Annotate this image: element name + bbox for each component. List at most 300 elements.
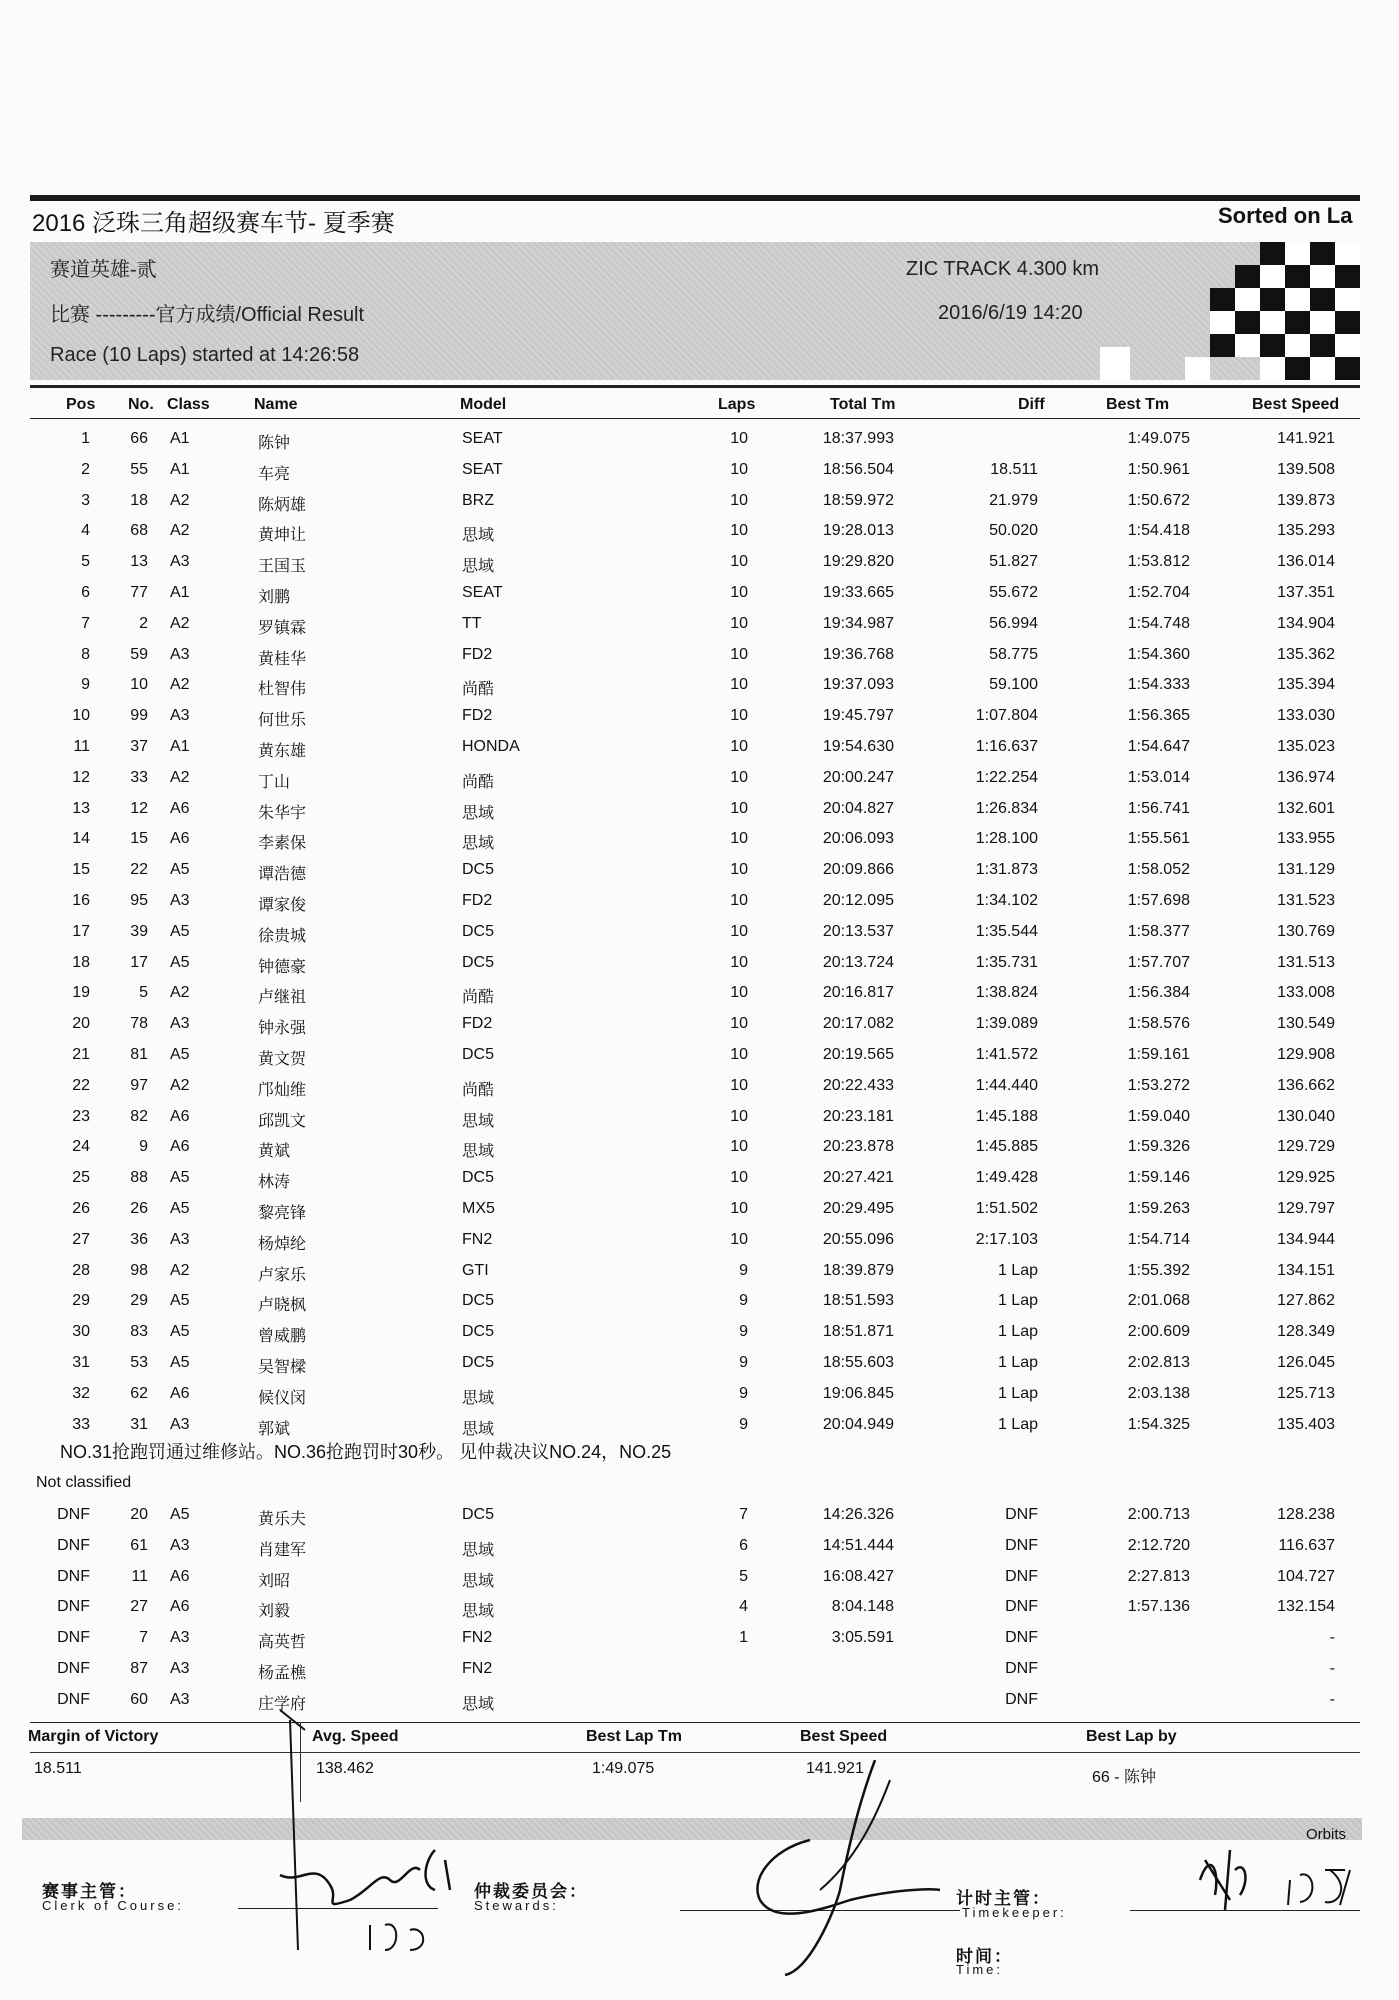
best-speed: 133.955 (1277, 830, 1335, 848)
timekeeper-signature-icon (1190, 1840, 1370, 1920)
pos: 2 (81, 460, 90, 478)
best-speed: 135.023 (1277, 738, 1335, 755)
best-time: 2:00.609 (1127, 1323, 1190, 1341)
best-time: 1:54.714 (1127, 1230, 1190, 1248)
pos: 14 (72, 830, 90, 848)
class: A3 (170, 1536, 190, 1554)
class: A3 (170, 1015, 190, 1033)
class: A3 (170, 1660, 190, 1677)
class: A2 (170, 984, 190, 1002)
class: A6 (170, 1567, 190, 1585)
best-speed: 129.797 (1277, 1200, 1335, 1217)
best-time: 1:57.707 (1127, 953, 1190, 971)
best-time: 2:00.713 (1127, 1506, 1190, 1523)
laps: 10 (730, 522, 748, 540)
driver-name: 刘鹏 (258, 589, 291, 606)
laps: 9 (739, 1354, 748, 1371)
not-classified-label: Not classified (36, 1474, 132, 1491)
summary-rule (30, 1752, 1360, 1753)
class: A6 (170, 830, 190, 848)
driver-name: 黎亮锋 (258, 1205, 307, 1222)
laps: 9 (739, 1415, 748, 1433)
diff: 50.020 (989, 522, 1038, 540)
model: SEAT (462, 584, 503, 601)
best-time: 1:49.075 (1127, 430, 1190, 447)
car-no: 33 (130, 768, 148, 786)
best-time: 1:56.384 (1127, 984, 1190, 1002)
best-time: 1:55.392 (1127, 1261, 1190, 1279)
driver-name: 卢家乐 (258, 1266, 307, 1284)
laps: 10 (730, 1046, 748, 1063)
driver-name: 卢继祖 (258, 989, 307, 1007)
car-no: 97 (130, 1076, 148, 1094)
total-time: 19:28.013 (822, 522, 894, 540)
diff: 1:39.089 (975, 1015, 1038, 1033)
pos: 33 (72, 1415, 90, 1433)
diff: 1:31.873 (975, 861, 1038, 879)
car-no: 53 (130, 1354, 148, 1371)
laps: 10 (730, 645, 748, 663)
laps: 5 (739, 1567, 748, 1585)
best-speed: 127.862 (1277, 1292, 1335, 1310)
diff: 1:45.188 (975, 1107, 1038, 1125)
best-speed: 134.904 (1277, 614, 1335, 632)
total-time: 18:39.879 (822, 1261, 894, 1279)
model: DC5 (462, 1506, 495, 1523)
car-no: 11 (131, 1567, 148, 1585)
best-time: 1:59.263 (1127, 1200, 1190, 1217)
model: 思域 (462, 1695, 495, 1713)
clerk-label-cn: 赛事主管： (42, 1882, 137, 1901)
time-label-en: Time: (956, 1962, 1004, 1977)
avg-speed-label: Avg. Speed (312, 1728, 399, 1745)
diff: 1 Lap (997, 1415, 1038, 1433)
class: A1 (170, 460, 190, 478)
total-time: 19:34.987 (822, 614, 894, 632)
laps: 10 (730, 830, 748, 848)
best-speed: 133.008 (1277, 984, 1335, 1002)
model: 尚酷 (462, 773, 495, 791)
driver-name: 杜智伟 (258, 681, 307, 699)
diff: 1:41.572 (975, 1046, 1038, 1063)
total-time: 20:55.096 (822, 1230, 894, 1248)
model: FD2 (462, 892, 493, 909)
best-speed-label: Best Speed (800, 1728, 888, 1745)
class: A1 (170, 430, 190, 447)
car-no: 22 (130, 861, 148, 879)
total-time: 18:51.593 (822, 1292, 894, 1310)
laps: 10 (730, 1076, 748, 1094)
best-speed: 129.925 (1277, 1169, 1335, 1187)
model: 思域 (462, 1541, 495, 1559)
best-lap-by-value: 66 - 陈钟 (1092, 1769, 1157, 1786)
total-time: 20:13.537 (822, 922, 894, 940)
laps: 10 (730, 707, 748, 725)
best-speed: - (1329, 1690, 1335, 1708)
model: HONDA (462, 738, 520, 755)
diff: 1:28.100 (975, 830, 1038, 848)
pos: 23 (72, 1107, 90, 1125)
laps: 10 (730, 1015, 748, 1033)
best-time: 1:54.325 (1127, 1415, 1190, 1433)
total-time: 18:51.871 (822, 1323, 894, 1341)
pos: 3 (81, 491, 90, 509)
clerk-label-en: Clerk of Course: (42, 1898, 184, 1913)
class: A2 (170, 522, 190, 540)
model: 思域 (462, 558, 495, 576)
best-speed: 104.727 (1277, 1567, 1335, 1585)
laps: 10 (730, 953, 748, 971)
best-speed: 131.523 (1277, 892, 1335, 909)
car-no: 7 (139, 1629, 148, 1647)
model: DC5 (462, 1323, 495, 1341)
pos: 27 (72, 1230, 90, 1248)
best-time: 2:03.138 (1127, 1384, 1190, 1402)
diff: 1:38.824 (975, 984, 1038, 1002)
col-pos: Pos (66, 396, 96, 413)
laps: 10 (730, 738, 748, 755)
laps: 10 (730, 1138, 748, 1156)
best-speed: 130.040 (1277, 1107, 1335, 1125)
car-no: 77 (130, 584, 148, 601)
laps: 10 (730, 1107, 748, 1125)
best-time: 2:27.813 (1127, 1567, 1190, 1585)
class: A3 (170, 1415, 190, 1433)
pos: DNF (57, 1506, 90, 1523)
best-speed: 132.601 (1277, 799, 1335, 817)
class: A5 (170, 1506, 190, 1523)
car-no: 60 (130, 1690, 148, 1708)
best-speed: 135.362 (1277, 645, 1335, 663)
laps: 10 (730, 1230, 748, 1248)
total-time: 19:36.768 (822, 645, 894, 663)
driver-name: 黄坤让 (258, 527, 307, 545)
class: A3 (170, 1629, 190, 1647)
best-speed: - (1329, 1629, 1335, 1647)
session-subtitle: 赛道英雄-贰 (50, 259, 157, 281)
pos: DNF (57, 1536, 90, 1554)
total-time: 3:05.591 (831, 1629, 894, 1647)
driver-name: 高英哲 (258, 1634, 307, 1652)
class: A2 (170, 491, 190, 509)
event-title: 2016 泛珠三角超级赛车节- 夏季赛 (32, 210, 395, 237)
col-class: Class (167, 396, 210, 413)
pos: DNF (57, 1660, 90, 1677)
model: DC5 (462, 953, 495, 971)
diff: 1:35.544 (975, 922, 1038, 940)
pos: 29 (72, 1292, 90, 1310)
margin-label: Margin of Victory (28, 1728, 159, 1745)
track-info: ZIC TRACK 4.300 km (906, 258, 1100, 280)
best-time: 1:52.704 (1127, 584, 1190, 601)
car-no: 88 (130, 1169, 148, 1187)
class: A5 (170, 1354, 190, 1371)
car-no: 17 (130, 953, 148, 971)
car-no: 37 (130, 738, 148, 755)
diff: DNF (1005, 1598, 1038, 1616)
total-time: 20:04.827 (822, 799, 894, 817)
laps: 9 (739, 1323, 748, 1341)
checkered-flag-icon (1100, 242, 1360, 380)
total-time: 18:59.972 (822, 491, 894, 509)
best-time: 1:53.272 (1127, 1076, 1190, 1094)
driver-name: 谭家俊 (258, 897, 307, 914)
class: A5 (170, 1169, 190, 1187)
pos: 15 (72, 861, 90, 879)
best-time: 2:01.068 (1127, 1292, 1190, 1310)
class: A5 (170, 1292, 190, 1310)
class: A6 (170, 1598, 190, 1616)
class: A3 (170, 1690, 190, 1708)
laps: 9 (739, 1292, 748, 1310)
best-speed: 136.974 (1277, 768, 1335, 786)
best-speed: 116.637 (1278, 1536, 1335, 1554)
driver-name: 郭斌 (258, 1420, 291, 1438)
best-lap-value: 1:49.075 (592, 1760, 655, 1777)
car-no: 81 (130, 1046, 148, 1063)
best-time: 1:53.014 (1127, 768, 1190, 786)
driver-name: 黄乐夫 (258, 1511, 307, 1528)
class: A6 (170, 799, 190, 817)
best-speed: 135.403 (1277, 1415, 1335, 1433)
model: FN2 (462, 1660, 493, 1677)
diff: DNF (1005, 1567, 1038, 1585)
class: A3 (170, 707, 190, 725)
best-speed: 128.349 (1277, 1323, 1335, 1341)
driver-name: 李素保 (258, 835, 307, 853)
model: DC5 (462, 1169, 495, 1187)
car-no: 20 (130, 1506, 148, 1523)
driver-name: 邝灿维 (258, 1081, 307, 1099)
driver-name: 候仪闵 (258, 1389, 307, 1407)
diff: 1:44.440 (975, 1076, 1038, 1094)
driver-name: 刘昭 (258, 1572, 291, 1590)
diff: 1 Lap (997, 1323, 1038, 1341)
best-speed: 134.151 (1277, 1261, 1335, 1279)
best-time: 1:57.698 (1127, 892, 1190, 909)
car-no: 62 (130, 1384, 148, 1402)
header-rule (30, 385, 1360, 388)
car-no: 55 (130, 460, 148, 478)
pos: 22 (72, 1076, 90, 1094)
car-no: 98 (130, 1261, 148, 1279)
best-time: 1:57.136 (1127, 1598, 1190, 1616)
best-speed: 131.513 (1277, 953, 1335, 971)
model: FD2 (462, 707, 493, 725)
model: FN2 (462, 1629, 493, 1647)
driver-name: 曾威鹏 (258, 1328, 307, 1346)
pos: 16 (72, 892, 90, 909)
best-speed: 126.045 (1277, 1354, 1335, 1371)
class: A5 (170, 1200, 190, 1217)
model: DC5 (462, 1292, 495, 1310)
pos: 9 (81, 676, 90, 694)
car-no: 61 (130, 1536, 148, 1554)
diff: 55.672 (989, 584, 1038, 601)
summary-top-rule (30, 1722, 1360, 1723)
total-time: 14:51.444 (822, 1536, 894, 1554)
laps: 10 (730, 768, 748, 786)
diff: 58.775 (989, 645, 1038, 663)
top-rule (30, 195, 1360, 201)
col-best: Best Tm (1106, 396, 1170, 413)
column-rule (30, 418, 1360, 419)
total-time: 20:29.495 (822, 1200, 894, 1217)
best-lap-label: Best Lap Tm (586, 1728, 683, 1745)
total-time: 20:17.082 (822, 1015, 894, 1033)
laps: 10 (730, 430, 748, 447)
class: A6 (170, 1107, 190, 1125)
driver-name: 黄斌 (258, 1143, 291, 1161)
best-speed-value: 141.921 (806, 1760, 864, 1777)
pos: 12 (72, 768, 90, 786)
total-time: 20:13.724 (822, 953, 894, 971)
diff: 1:35.731 (975, 953, 1038, 971)
best-time: 1:54.360 (1127, 645, 1190, 663)
pos: 4 (81, 522, 90, 540)
driver-name: 肖建军 (258, 1541, 307, 1559)
pos: DNF (57, 1629, 90, 1647)
car-no: 10 (130, 676, 148, 694)
best-time: 1:54.647 (1127, 738, 1190, 755)
class: A3 (170, 892, 190, 909)
car-no: 82 (130, 1107, 148, 1125)
class: A3 (170, 553, 190, 571)
diff: 1:26.834 (975, 799, 1038, 817)
total-time: 20:16.817 (822, 984, 894, 1002)
laps: 6 (739, 1536, 748, 1554)
diff: DNF (1005, 1629, 1038, 1647)
total-time: 19:45.797 (822, 707, 894, 725)
best-speed: 139.873 (1277, 491, 1335, 509)
pos: DNF (57, 1690, 90, 1708)
car-no: 83 (130, 1323, 148, 1341)
race-start: Race (10 Laps) started at 14:26:58 (50, 344, 360, 366)
best-speed: 141.921 (1277, 430, 1335, 447)
model: SEAT (462, 430, 503, 447)
car-no: 39 (130, 922, 148, 940)
driver-name: 黄桂华 (258, 650, 307, 668)
diff: DNF (1005, 1506, 1038, 1523)
best-time: 1:59.146 (1127, 1169, 1190, 1187)
best-time: 1:59.161 (1127, 1046, 1190, 1063)
diff: 1:16.637 (975, 738, 1038, 755)
diff: 1:22.254 (975, 768, 1038, 786)
total-time: 20:27.421 (822, 1169, 894, 1187)
class: A2 (170, 676, 190, 694)
pos: DNF (57, 1598, 90, 1616)
diff: 59.100 (989, 676, 1038, 694)
model: 尚酷 (462, 681, 495, 699)
avg-speed-value: 138.462 (316, 1760, 374, 1777)
class: A1 (170, 584, 190, 601)
best-time: 1:58.377 (1127, 922, 1190, 940)
diff: DNF (1005, 1690, 1038, 1708)
diff: 1:51.502 (975, 1200, 1038, 1217)
model: 思域 (462, 1143, 495, 1161)
pos: DNF (57, 1567, 90, 1585)
model: FD2 (462, 1015, 493, 1033)
pos: 26 (72, 1200, 90, 1217)
stewards-signature-icon (740, 1760, 940, 1980)
driver-name: 吴智樑 (258, 1359, 307, 1376)
pos: 28 (72, 1261, 90, 1279)
best-time: 1:54.418 (1127, 522, 1190, 540)
driver-name: 朱华宇 (258, 804, 307, 822)
race-datetime: 2016/6/19 14:20 (938, 302, 1083, 324)
driver-name: 何世乐 (258, 712, 307, 730)
best-speed: 134.944 (1277, 1230, 1335, 1248)
laps: 7 (739, 1506, 748, 1523)
driver-name: 刘毅 (258, 1603, 291, 1621)
laps: 4 (739, 1598, 748, 1616)
model: 思域 (462, 1389, 495, 1407)
pos: 19 (72, 984, 90, 1002)
best-speed: 139.508 (1277, 460, 1335, 478)
timekeeper-label-en: Timekeeper: (962, 1905, 1067, 1920)
diff: 18.511 (990, 460, 1038, 478)
total-time: 19:06.845 (822, 1384, 894, 1402)
driver-name: 杨焯纶 (258, 1235, 307, 1253)
model: 尚酷 (462, 989, 495, 1007)
driver-name: 谭浩德 (258, 866, 307, 884)
driver-name: 陈炳雄 (258, 496, 307, 514)
best-lap-by-label: Best Lap by (1086, 1728, 1177, 1745)
model: GTI (462, 1261, 489, 1279)
best-time: 1:55.561 (1127, 830, 1190, 848)
best-time: 1:53.812 (1127, 553, 1190, 571)
model: FN2 (462, 1230, 493, 1248)
col-total: Total Tm (830, 396, 896, 413)
driver-name: 林涛 (258, 1174, 291, 1192)
laps: 10 (730, 1200, 748, 1217)
best-time: 1:59.326 (1127, 1138, 1190, 1156)
best-time: 1:58.052 (1127, 861, 1190, 879)
best-time: 1:50.672 (1127, 491, 1190, 509)
class: A2 (170, 768, 190, 786)
pos: 30 (72, 1323, 90, 1341)
driver-name: 庄学府 (258, 1695, 307, 1713)
pos: 17 (72, 922, 90, 940)
laps: 10 (730, 984, 748, 1002)
best-time: 1:50.961 (1127, 460, 1190, 478)
time-label-cn: 时间： (956, 1947, 1013, 1966)
total-time: 20:23.181 (822, 1107, 894, 1125)
best-speed: 128.238 (1277, 1506, 1335, 1523)
car-no: 29 (130, 1292, 148, 1310)
col-speed: Best Speed (1252, 396, 1340, 413)
best-time: 1:56.741 (1127, 799, 1190, 817)
best-speed: 136.014 (1277, 553, 1335, 571)
class: A1 (170, 738, 190, 755)
diff: DNF (1005, 1536, 1038, 1554)
car-no: 59 (130, 645, 148, 663)
best-speed: 135.293 (1277, 522, 1335, 540)
pos: 13 (72, 799, 90, 817)
total-time: 18:55.603 (822, 1354, 894, 1371)
col-laps: Laps (718, 396, 756, 413)
total-time: 18:37.993 (822, 430, 894, 447)
total-time: 19:29.820 (822, 553, 894, 571)
class: A5 (170, 1046, 190, 1063)
class: A2 (170, 1076, 190, 1094)
footer-band (22, 1818, 1362, 1840)
diff: 56.994 (989, 614, 1038, 632)
best-time: 1:54.333 (1127, 676, 1190, 694)
model: DC5 (462, 1354, 495, 1371)
car-no: 15 (130, 830, 148, 848)
best-speed: 130.769 (1277, 922, 1335, 940)
